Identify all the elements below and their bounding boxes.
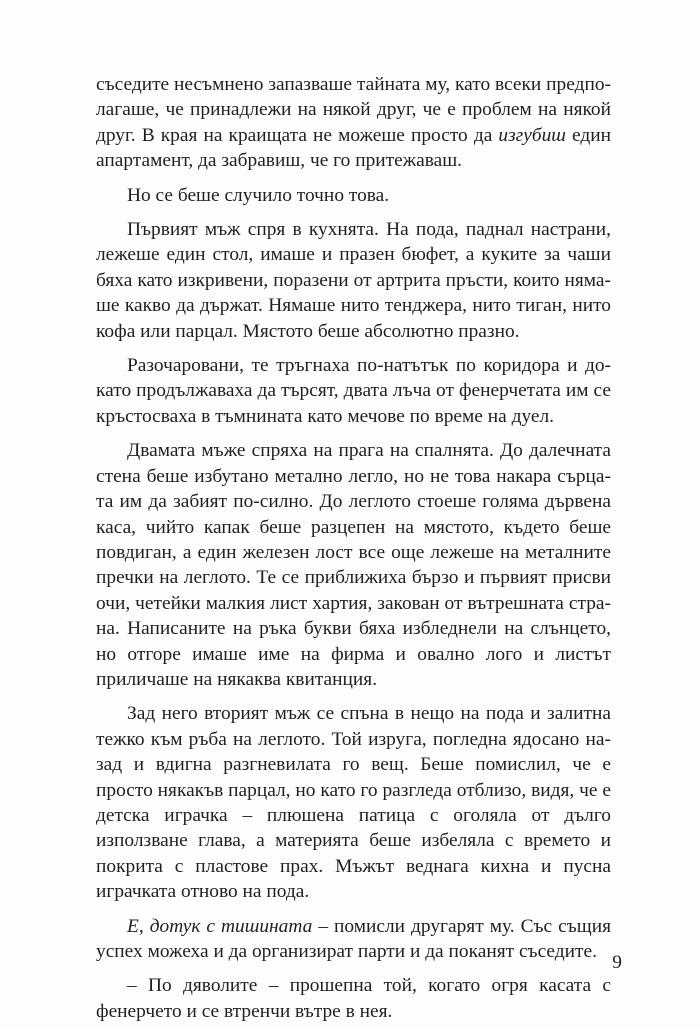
paragraph-6 <box>96 701 611 904</box>
paragraph-1 <box>96 72 611 174</box>
paragraph-5 <box>96 438 611 692</box>
italic-emphasis: изгубиш <box>498 124 566 146</box>
italic-inner-thought: Е, дотук с тишината <box>127 915 313 937</box>
text-segment: – По дяволите – прошепна той, когато огря касата с фенерчето и се втренчи вътре в нея. <box>96 975 611 1022</box>
text-segment: Но се беше случило точно това. <box>127 184 390 206</box>
text-segment: Разочаровани, те тръгнаха по-натътък по коридора и докато продължаваха да търсят, двата лъча от фенерчетата им се кръстосваха в тъмнината като мечове по време на дуел. <box>96 355 611 427</box>
body-text <box>96 72 611 1024</box>
page-number: 9 <box>612 952 622 973</box>
text-segment: един апартамент, да забравиш, че го притежаваш. <box>96 124 611 172</box>
text-segment: съседите несъмнено запазваше тайната му, като всеки предполагаше, че принадлежи на някой друг, че е проблем на някой друг. В края на краищата не можеше просто да <box>96 74 611 146</box>
paragraph-3 <box>96 217 611 344</box>
text-segment: – помисли другарят му. Със същия успех можеха и да организират парти и да поканят съседите. <box>96 915 611 962</box>
paragraph-2 <box>96 183 611 208</box>
text-segment: Двамата мъже спряха на прага на спалнята. До далечната стена беше избутано метално легло, но не това накара сърцата им да забият по-силно. До леглото стоеше голяма дървена каса, чийто капак беше разцепен на мястото, където беше повдиган, а един железен лост все още лежеше на металните пречки на леглото. Те се приближиха бързо и първият присви очи, четейки малкия лист хартия, закован от вътрешната страна. Написаните на ръка букви бяха избледнели на слънцето, но отгоре имаше име на фирма и овално лого и листът приличаше на някаква квитанция. <box>96 440 611 690</box>
text-segment: Първият мъж спря в кухнята. На пода, паднал настрани, лежеше един стол, имаше и празен бюфет, а куките за чаши бяха като изкривени, поразени от артрита пръсти, които нямаше какво да държат. Нямаше нито тенджера, нито тиган, нито кофа или парцал. Мястото беше абсолютно празно. <box>96 219 611 342</box>
text-segment: Зад него вторият мъж се спъна в нещо на пода и залитна тежко към ръба на леглото. Той изруга, погледна ядосано назад и вдигна разгневилата го вещ. Беше помислил, че е просто някакъв парцал, но като го разгледа отблизо, видя, че е детска играчка – плюшена патица с оголяла от дълго използване глава, а материята беше избеляла с времето и покрита с пластове прах. Мъжът веднага кихна и пусна играчката отново на пода. <box>96 703 611 903</box>
paragraph-4 <box>96 353 611 429</box>
paragraph-7 <box>96 914 611 965</box>
paragraph-8 <box>96 973 611 1024</box>
